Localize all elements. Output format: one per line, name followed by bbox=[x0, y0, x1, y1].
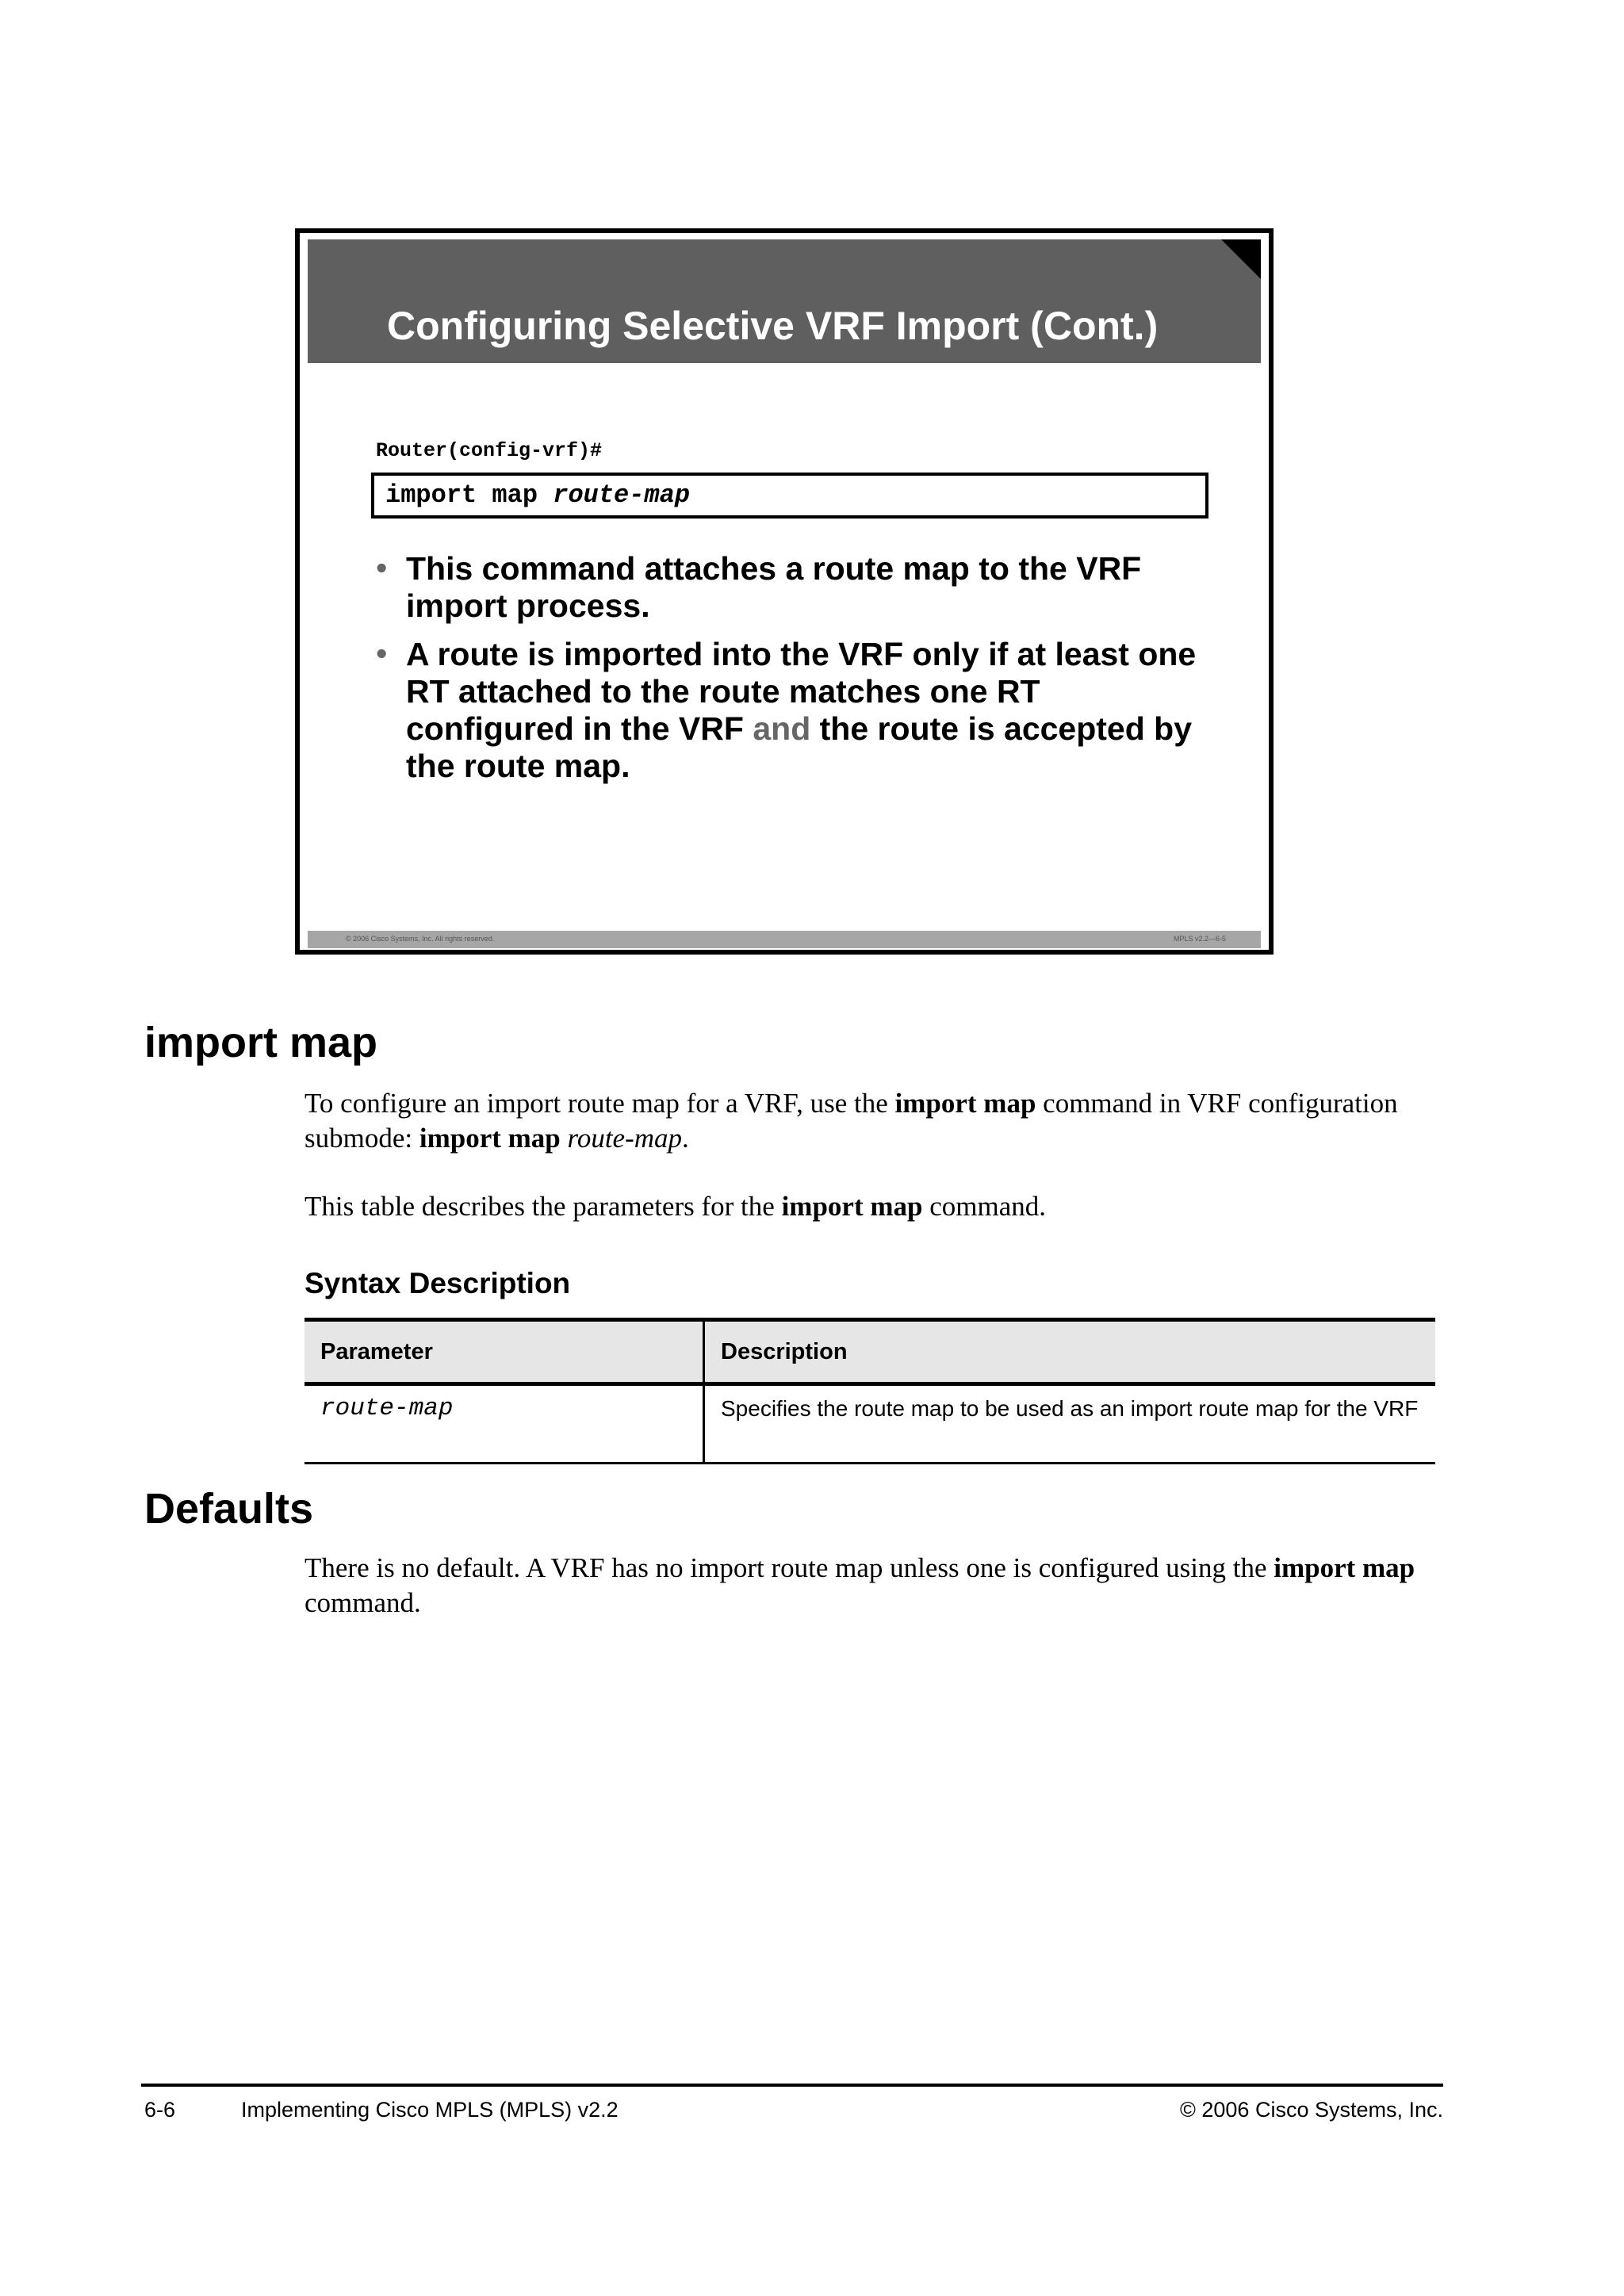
text-run: command. bbox=[929, 1191, 1046, 1222]
column-header-description: Description bbox=[704, 1320, 1436, 1384]
slide-copyright: © 2006 Cisco Systems, Inc. All rights reserved. bbox=[346, 935, 495, 943]
slide-corner-triangle bbox=[1221, 239, 1261, 279]
slide-bullet bbox=[376, 636, 1216, 785]
slide-image bbox=[295, 228, 1274, 955]
course-title: Implementing Cisco MPLS (MPLS) v2.2 bbox=[241, 2098, 619, 2122]
page-number: 6-6 bbox=[144, 2098, 176, 2122]
slide-bullet bbox=[376, 550, 1216, 625]
page-copyright: © 2006 Cisco Systems, Inc. bbox=[1179, 2098, 1443, 2122]
slide-footer bbox=[308, 931, 1261, 948]
bullet-text: This command attaches a route map to the VRF import process. bbox=[406, 550, 1142, 624]
command-syntax-box bbox=[371, 473, 1208, 519]
text-run: command. bbox=[304, 1587, 421, 1618]
bold-run: import map bbox=[419, 1123, 561, 1154]
bullet-highlight: and bbox=[753, 710, 811, 747]
import-map-description bbox=[304, 1086, 1438, 1156]
slide-header bbox=[308, 239, 1261, 363]
table-header-row bbox=[304, 1320, 1435, 1384]
slide-bullet-list bbox=[376, 550, 1216, 796]
text-run: This table describes the parameters for the bbox=[304, 1191, 775, 1222]
bullet-text: A route is imported into the VRF only if at least one RT attached to the route matches one RT configured in the VRF bbox=[406, 636, 1197, 747]
defaults-description bbox=[304, 1551, 1438, 1621]
section-heading-import-map: import map bbox=[144, 1019, 378, 1066]
bullet-icon: • bbox=[376, 549, 388, 586]
text-run: To configure an import route map for a VRF, use the bbox=[304, 1088, 888, 1119]
text-run: command in VRF configuration submode: bbox=[304, 1088, 1398, 1154]
bullet-icon: • bbox=[376, 635, 388, 672]
section-heading-defaults: Defaults bbox=[144, 1485, 314, 1533]
command-argument: route-map bbox=[553, 480, 691, 510]
italic-run: route-map bbox=[567, 1123, 683, 1154]
column-header-parameter: Parameter bbox=[304, 1320, 704, 1384]
text-run: . bbox=[682, 1123, 689, 1154]
text-run: There is no default. A VRF has no import route map unless one is configured using the bbox=[304, 1552, 1267, 1583]
description-cell: Specifies the route map to be used as an import route map for the VRF bbox=[704, 1384, 1436, 1464]
table-intro bbox=[304, 1189, 1438, 1224]
bullet-text: the route is accepted by the route map. bbox=[406, 710, 1193, 784]
syntax-description-heading: Syntax Description bbox=[304, 1267, 571, 1299]
footer-divider bbox=[141, 2084, 1443, 2087]
cli-prompt: Router(config-vrf)# bbox=[376, 439, 603, 462]
bold-run: import map bbox=[894, 1088, 1036, 1119]
bold-run: import map bbox=[781, 1191, 923, 1222]
syntax-table bbox=[304, 1318, 1435, 1464]
command-keyword: import map bbox=[385, 480, 538, 510]
bold-run: import map bbox=[1274, 1552, 1415, 1583]
slide-number: MPLS v2.2—6-5 bbox=[1173, 935, 1226, 943]
parameter-cell: route-map bbox=[304, 1384, 704, 1464]
slide-title: Configuring Selective VRF Import (Cont.) bbox=[387, 304, 1159, 348]
table-row bbox=[304, 1384, 1435, 1464]
